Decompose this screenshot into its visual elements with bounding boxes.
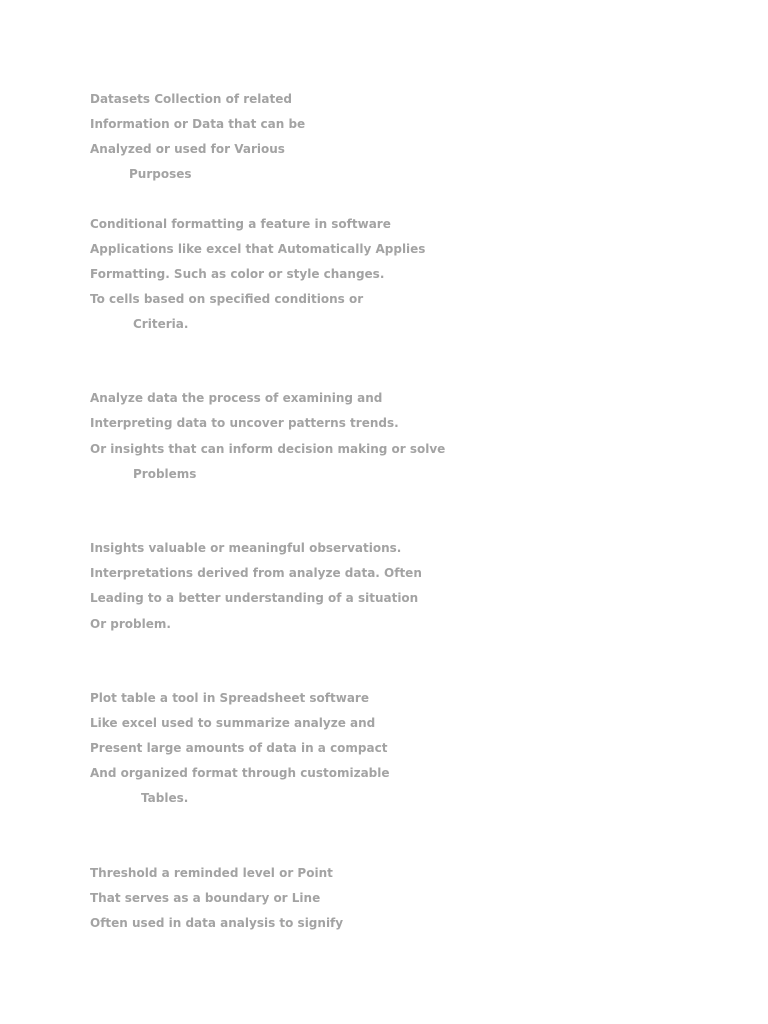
paragraph-1-line-2: Information or Data that can be	[90, 117, 306, 131]
paragraph-2-line-1: Conditional formatting a feature in software	[90, 217, 391, 231]
paragraph-2-line-3: Formatting. Such as color or style changes.	[90, 267, 385, 281]
paragraph-5-line-4: And organized format through customizable	[90, 766, 390, 780]
paragraph-4-line-2: Interpretations derived from analyze data. Often	[90, 566, 422, 580]
paragraph-4-line-4: Or problem.	[90, 617, 171, 631]
paragraph-2-line-2: Applications like excel that Automatically Applies	[90, 242, 426, 256]
paragraph-2-line-4: To cells based on specified conditions or	[90, 292, 364, 306]
paragraph-3-line-3: Or insights that can inform decision making or solve	[90, 442, 446, 456]
paragraph-3-line-1: Analyze data the process of examining and	[90, 391, 383, 405]
paragraph-5-line-5: Tables.	[141, 791, 189, 805]
paragraph-4-line-1: Insights valuable or meaningful observations.	[90, 541, 402, 555]
paragraph-1-line-1: Datasets Collection of related	[90, 92, 292, 106]
paragraph-1-line-4: Purposes	[129, 167, 192, 181]
paragraph-6-line-1: Threshold a reminded level or Point	[90, 866, 333, 880]
paragraph-4-line-3: Leading to a better understanding of a situation	[90, 591, 419, 605]
paragraph-6-line-3: Often used in data analysis to signify	[90, 916, 344, 930]
paragraph-1-line-3: Analyzed or used for Various	[90, 142, 285, 156]
paragraph-6-line-2: That serves as a boundary or Line	[90, 891, 321, 905]
paragraph-5-line-2: Like excel used to summarize analyze and	[90, 716, 376, 730]
paragraph-3-line-4: Problems	[133, 467, 197, 481]
paragraph-5-line-3: Present large amounts of data in a compact	[90, 741, 388, 755]
paragraph-2-line-5: Criteria.	[133, 317, 189, 331]
paragraph-3-line-2: Interpreting data to uncover patterns trends.	[90, 416, 399, 430]
paragraph-5-line-1: Plot table a tool in Spreadsheet software	[90, 691, 369, 705]
